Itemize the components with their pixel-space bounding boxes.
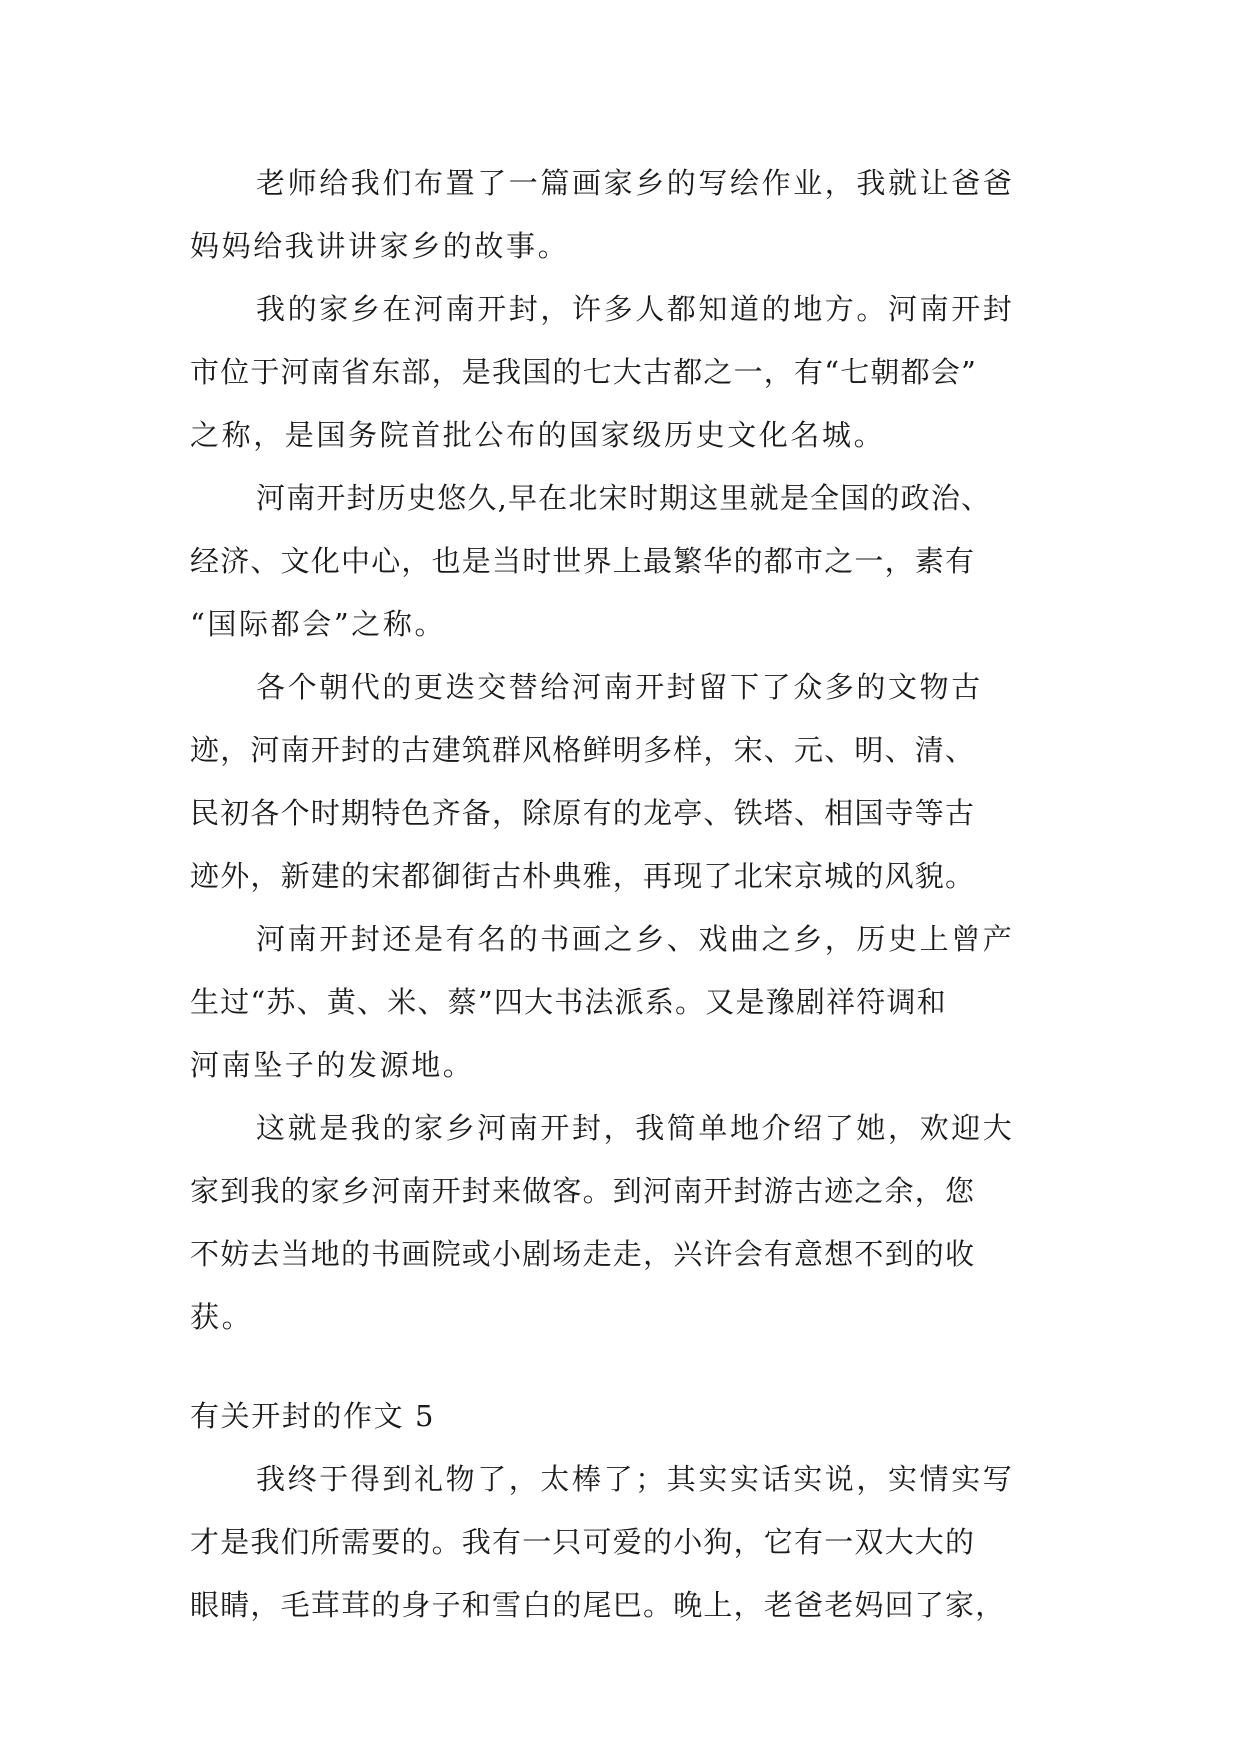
essay4-p4-line4: 迹外，新建的宋都御街古朴典雅，再现了北宋京城的风貌。 bbox=[190, 859, 976, 893]
essay5-title: 有关开封的作文 5 bbox=[190, 1399, 436, 1433]
essay5-p1-line2: 才是我们所需要的。我有一只可爱的小狗，它有一双大大的 bbox=[190, 1525, 976, 1559]
essay4-p5-line2: 生过“苏、黄、米、蔡”四大书法派系。又是豫剧祥符调和 bbox=[190, 985, 947, 1019]
essay4-p6-line3: 不妨去当地的书画院或小剧场走走，兴许会有意想不到的收 bbox=[190, 1237, 976, 1271]
essay5-p1-line1: 我终于得到礼物了，太棒了；其实实话实说，实情实写 bbox=[256, 1462, 1015, 1496]
essay4-p1-line2: 妈妈给我讲讲家乡的故事。 bbox=[190, 229, 570, 263]
essay4-p3-line2: 经济、文化中心，也是当时世界上最繁华的都市之一，素有 bbox=[190, 544, 976, 578]
essay4-p2-line1: 我的家乡在河南开封，许多人都知道的地方。河南开封 bbox=[256, 292, 1015, 326]
essay4-p6-line1: 这就是我的家乡河南开封，我简单地介绍了她，欢迎大 bbox=[256, 1111, 1015, 1145]
essay4-p5-line1: 河南开封还是有名的书画之乡、戏曲之乡，历史上曾产 bbox=[256, 922, 1015, 956]
essay4-p6-line4: 获。 bbox=[190, 1300, 254, 1334]
essay4-p1-line1: 老师给我们布置了一篇画家乡的写绘作业，我就让爸爸 bbox=[256, 166, 1015, 200]
essay4-p2-line2: 市位于河南省东部，是我国的七大古都之一，有“七朝都会” bbox=[190, 355, 978, 389]
essay4-p3-line3: “国际都会”之称。 bbox=[190, 607, 447, 641]
essay4-p6-line2: 家到我的家乡河南开封来做客。到河南开封游古迹之余，您 bbox=[190, 1174, 976, 1208]
essay4-p4-line3: 民初各个时期特色齐备，除原有的龙亭、铁塔、相国寺等古 bbox=[190, 796, 976, 830]
essay4-p2-line3: 之称，是国务院首批公布的国家级历史文化名城。 bbox=[190, 418, 886, 452]
essay4-p3-line1: 河南开封历史悠久,早在北宋时期这里就是全国的政治、 bbox=[256, 481, 992, 515]
essay4-p5-line3: 河南坠子的发源地。 bbox=[190, 1048, 475, 1082]
essay4-p4-line1: 各个朝代的更迭交替给河南开封留下了众多的文物古 bbox=[256, 670, 983, 704]
essay4-p4-line2: 迹，河南开封的古建筑群风格鲜明多样，宋、元、明、清、 bbox=[190, 733, 976, 767]
essay5-p1-line3: 眼睛，毛茸茸的身子和雪白的尾巴。晚上，老爸老妈回了家， bbox=[190, 1588, 1006, 1622]
